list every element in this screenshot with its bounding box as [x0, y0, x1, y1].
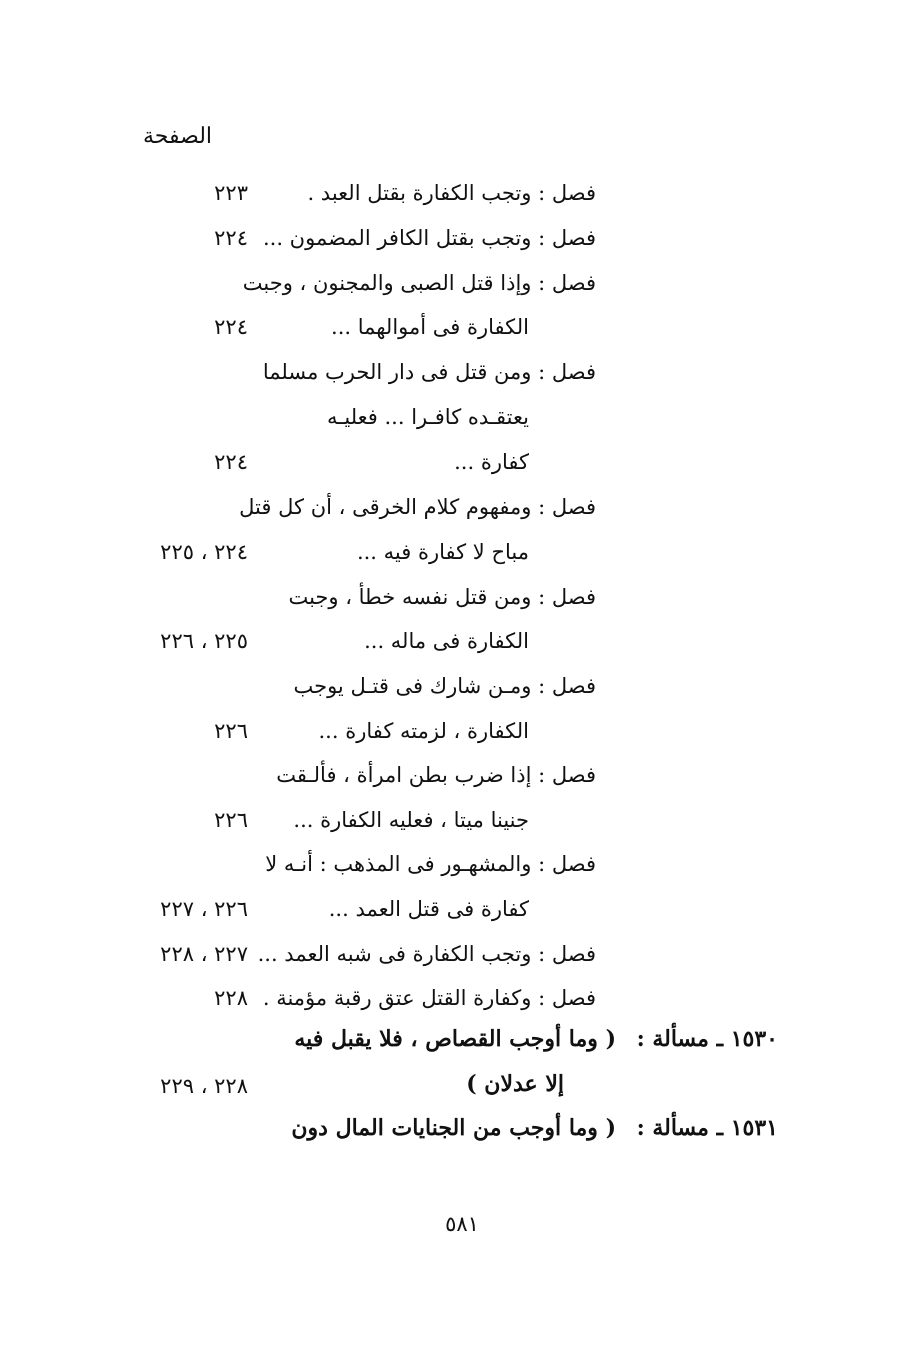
- toc-entry-line: فصل : ومـن شارك فى قتـل يوجب: [293, 674, 596, 698]
- toc-page-ref: ٢٢٨: [214, 986, 248, 1010]
- toc-page-ref: ٢٢٤: [214, 315, 248, 339]
- toc-page-ref: ٢٢٤: [214, 450, 248, 474]
- toc-entry-line: فصل : وتجب الكفارة فى شبه العمد ...: [257, 942, 596, 966]
- toc-entry-continuation: الكفارة ، لزمته كفارة ...: [318, 719, 529, 743]
- toc-entry-continuation: مباح لا كفارة فيه ...: [356, 540, 529, 564]
- toc-page-ref: ٢٢٦: [214, 808, 248, 832]
- toc-entry-line: فصل : وتجب بقتل الكافر المضمون ...: [262, 226, 596, 250]
- toc-entry-line: فصل : وتجب الكفارة بقتل العبد .: [307, 181, 596, 205]
- toc-entry-continuation: كفارة فى قتل العمد ...: [328, 897, 529, 921]
- toc-page-ref: ٢٢٧ ، ٢٢٨: [160, 942, 248, 966]
- toc-entry-line: فصل : ومن قتل فى دار الحرب مسلما: [262, 360, 596, 384]
- toc-entry-line: فصل : ومفهوم كلام الخرقى ، أن كل قتل: [239, 495, 596, 519]
- toc-entry-line: فصل : إذا ضرب بطن امرأة ، فألـقت: [276, 763, 596, 787]
- toc-page-ref: ٢٢٤ ، ٢٢٥: [160, 540, 248, 564]
- page-column-header: الصفحة: [143, 124, 213, 149]
- masala-text-continuation: إلا عدلان ): [466, 1071, 564, 1097]
- toc-entry-continuation: الكفارة فى ماله ...: [364, 629, 529, 653]
- toc-entry-continuation: الكفارة فى أموالهما ...: [331, 315, 529, 339]
- toc-entry-line: فصل : وإذا قتل الصبى والمجنون ، وجبت: [242, 271, 596, 295]
- masala-number: ١٥٣٠ ـ مسألة :: [636, 1026, 778, 1052]
- toc-page-ref: ٢٢٦: [214, 719, 248, 743]
- masala-text-line: ( وما أوجب من الجنايات المال دون: [291, 1115, 616, 1141]
- toc-page-ref: ٢٢٤: [214, 226, 248, 250]
- masala-number: ١٥٣١ ـ مسألة :: [636, 1115, 778, 1141]
- toc-page-ref: ٢٢٦ ، ٢٢٧: [160, 897, 248, 921]
- toc-entry-line: فصل : والمشهـور فى المذهب : أنـه لا: [265, 852, 596, 876]
- masala-text-line: ( وما أوجب القصاص ، فلا يقبل فيه: [294, 1026, 616, 1052]
- toc-entry-line: فصل : وكفارة القتل عتق رقبة مؤمنة .: [262, 986, 596, 1010]
- toc-entry-continuation: يعتقـده كافـرا ... فعليـه: [326, 405, 529, 429]
- toc-entry-line: فصل : ومن قتل نفسه خطأ ، وجبت: [288, 585, 596, 609]
- toc-page-ref: ٢٢٨ ، ٢٢٩: [160, 1074, 248, 1098]
- toc-entry-continuation: كفارة ...: [454, 450, 529, 474]
- page-number: ٥٨١: [445, 1212, 479, 1236]
- toc-page-ref: ٢٢٥ ، ٢٢٦: [160, 629, 248, 653]
- toc-entry-continuation: جنينا ميتا ، فعليه الكفارة ...: [293, 808, 529, 832]
- toc-page-ref: ٢٢٣: [214, 181, 248, 205]
